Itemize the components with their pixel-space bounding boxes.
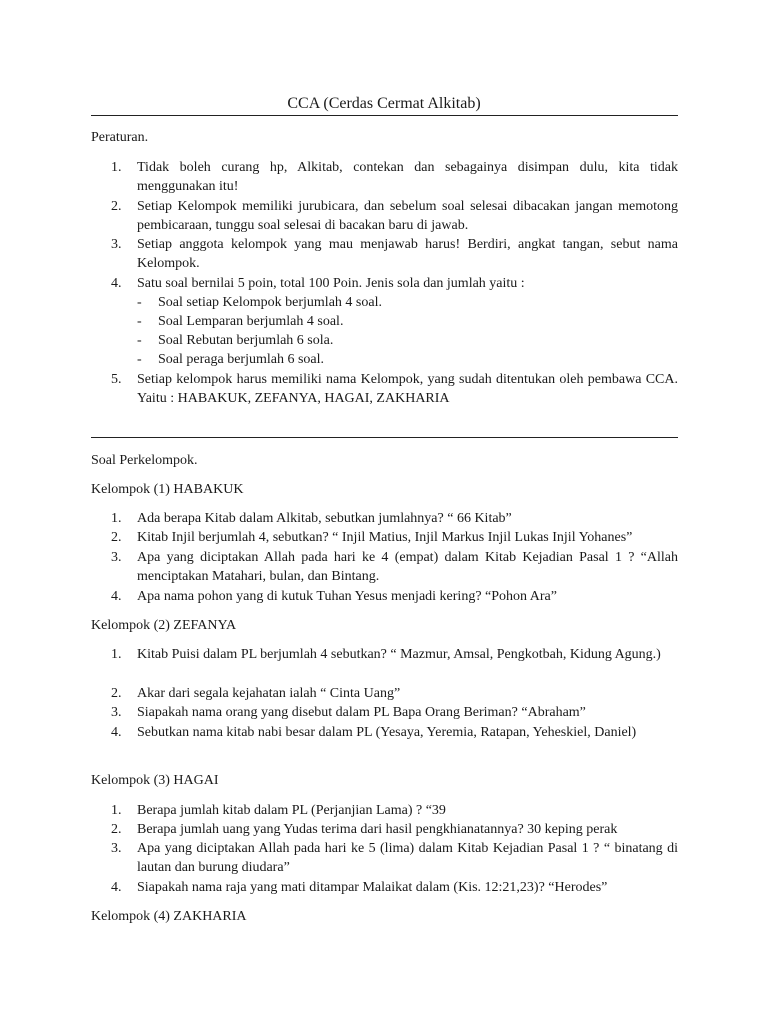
question-number: 4. [111,725,122,740]
sub-item-text: Soal Lemparan berjumlah 4 soal. [158,314,344,329]
sub-item-bullet: - [137,352,142,367]
rule-text: Tidak boleh curang hp, Alkitab, contekan dan sebagainya disimpan dulu, kita tidak menggunakan itu! [137,160,678,195]
title-divider [91,115,678,116]
question-number: 1. [111,647,122,662]
rule-number: 1. [111,160,122,175]
sub-item-text: Soal peraga berjumlah 6 soal. [158,352,325,367]
sub-item-bullet: - [137,314,142,329]
question-text: Apa yang diciptakan Allah pada hari ke 4 (empat) dalam Kitab Kejadian Pasal 1 ? “Allah menciptakan Matahari, bulan, dan Bintang. [137,550,678,585]
question-text: Berapa jumlah kitab dalam PL (Perjanjian Lama) ? “39 [137,803,446,818]
group-heading: Kelompok (1) HABAKUK [91,482,244,497]
rule-number: 4. [111,276,122,291]
group-heading: Kelompok (4) ZAKHARIA [91,909,247,924]
rule-number: 5. [111,372,122,387]
question-text: Apa nama pohon yang di kutuk Tuhan Yesus menjadi kering? “Pohon Ara” [137,589,557,604]
question-number: 3. [111,841,122,856]
question-text: Berapa jumlah uang yang Yudas terima dari hasil pengkhianatannya? 30 keping perak [137,822,618,837]
group-heading: Kelompok (2) ZEFANYA [91,618,237,633]
question-number: 1. [111,511,122,526]
question-text: Siapakah nama orang yang disebut dalam PL Bapa Orang Beriman? “Abraham” [137,705,586,720]
section-heading: Soal Perkelompok. [91,453,198,468]
sub-item-text: Soal Rebutan berjumlah 6 sola. [158,333,334,348]
question-number: 2. [111,686,122,701]
rule-number: 2. [111,199,122,214]
rules-heading: Peraturan. [91,130,149,145]
document-title: CCA (Cerdas Cermat Alkitab) [287,95,481,112]
group-heading: Kelompok (3) HAGAI [91,773,219,788]
question-number: 3. [111,705,122,720]
question-number: 2. [111,530,122,545]
rule-text: Setiap Kelompok memiliki jurubicara, dan sebelum soal selesai dibacakan jangan memotong pembicaraan, tunggu soal selesai di bacakan baru di jawab. [137,199,678,234]
question-text: Akar dari segala kejahatan ialah “ Cinta Uang” [137,686,401,701]
question-text: Ada berapa Kitab dalam Alkitab, sebutkan jumlahnya? “ 66 Kitab” [137,511,512,526]
question-text: Sebutkan nama kitab nabi besar dalam PL (Yesaya, Yeremia, Ratapan, Yeheskiel, Daniel) [137,725,637,740]
rule-text: Satu soal bernilai 5 poin, total 100 Poin. Jenis sola dan jumlah yaitu : [137,276,525,291]
sub-item-text: Soal setiap Kelompok berjumlah 4 soal. [158,295,382,310]
rule-text: Setiap anggota kelompok yang mau menjawab harus! Berdiri, angkat tangan, sebut nama Kelompok. [137,237,678,272]
question-text: Apa yang diciptakan Allah pada hari ke 5 (lima) dalam Kitab Kejadian Pasal 1 ? “ binatang di lautan dan burung diudara” [137,841,678,876]
question-text: Kitab Injil berjumlah 4, sebutkan? “ Injil Matius, Injil Markus Injil Lukas Injil Yohanes” [137,530,633,545]
question-number: 1. [111,803,122,818]
section-divider [91,437,678,438]
sub-item-bullet: - [137,333,142,348]
rule-text: Setiap kelompok harus memiliki nama Kelompok, yang sudah ditentukan oleh pembawa CCA. Yaitu : HABAKUK, ZEFANYA, HAGAI, ZAKHARIA [137,372,678,407]
question-number: 3. [111,550,122,565]
question-number: 4. [111,589,122,604]
rule-number: 3. [111,237,122,252]
question-number: 4. [111,880,122,895]
question-number: 2. [111,822,122,837]
question-text: Kitab Puisi dalam PL berjumlah 4 sebutkan? “ Mazmur, Amsal, Pengkotbah, Kidung Agung.) [137,647,661,662]
sub-item-bullet: - [137,295,142,310]
question-text: Siapakah nama raja yang mati ditampar Malaikat dalam (Kis. 12:21,23)? “Herodes” [137,880,608,895]
